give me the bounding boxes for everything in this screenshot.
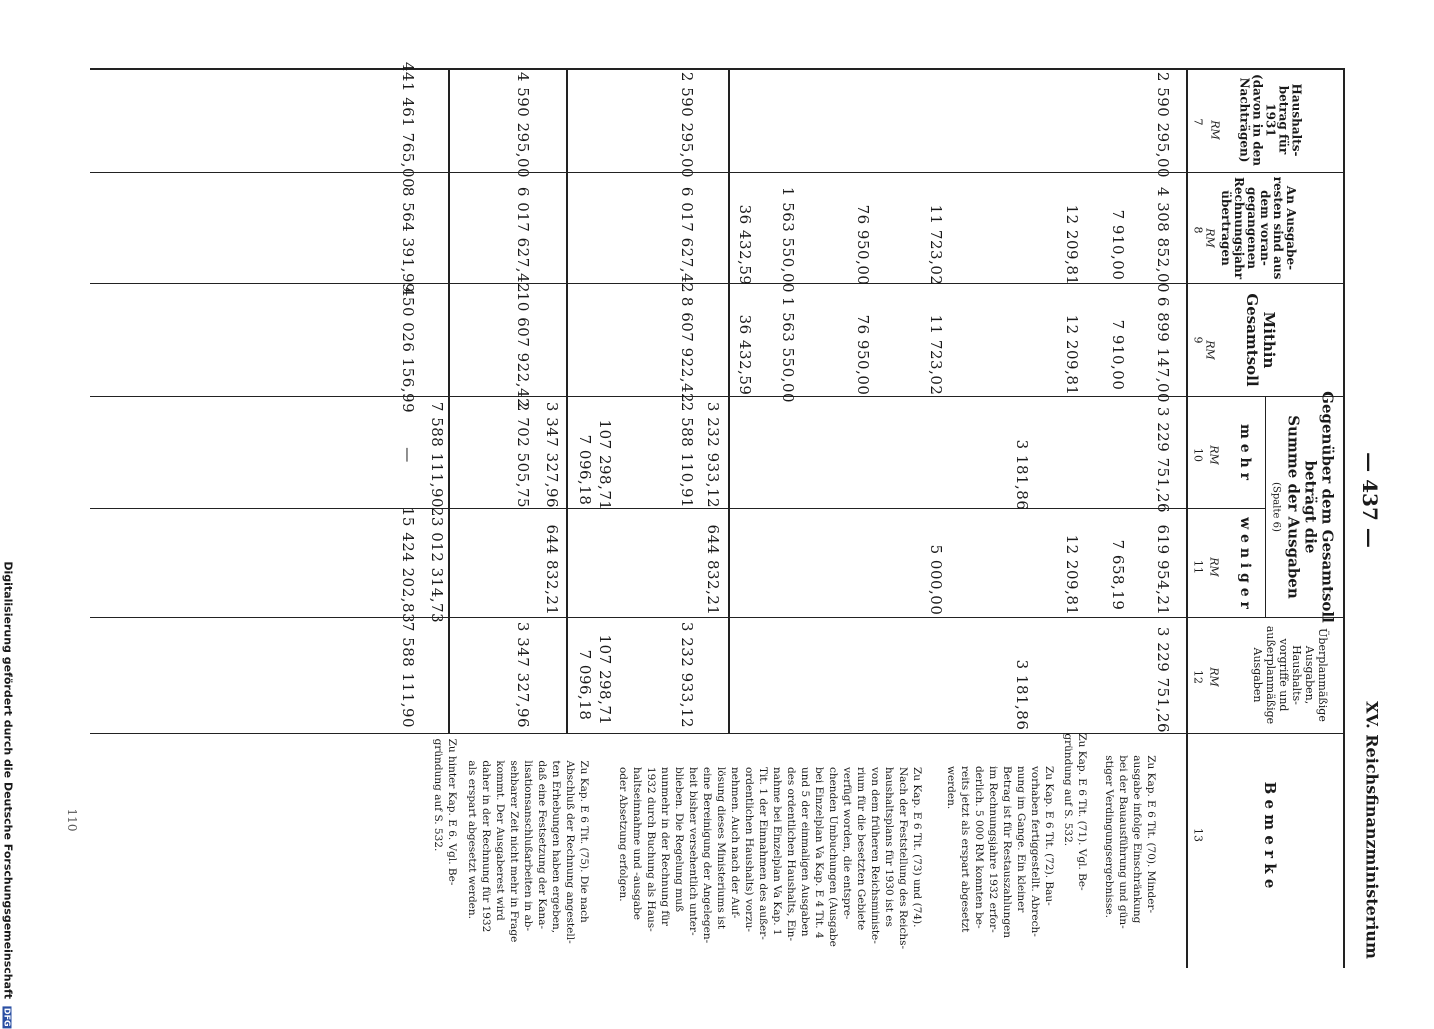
col-sep-12-13 (90, 733, 1345, 734)
remark-tit75: Zu Kap. E 6 Tit. (75). Die nach Abschluß der Rechnung angestell- ten Erhebungen haben ergeben, daß eine Festsetzung der Kana- lisationsanschlußarbeiten in ab- sehbarer Zeit nicht mehr in Frage kommt. Der Ausgaberest wird daher in der Rechnung für 1932 als erspart abgesetzt werden. (466, 760, 590, 944)
r14-c12: 7 588 111,90 (399, 621, 417, 729)
r2-c8: 7 910,00 (1109, 209, 1127, 281)
r8-c9: 36 432,59 (736, 314, 754, 396)
r14-c10: — (399, 447, 417, 463)
col11-unit: RM (1207, 557, 1221, 577)
table-rule-outer (1343, 68, 1345, 968)
r5-c8: 11 723,02 (927, 204, 945, 286)
r1-c12: 3 229 751,26 (1154, 626, 1172, 734)
page-number: — 437 — (1358, 452, 1382, 548)
row-sep-total (566, 68, 568, 733)
r13-c10: 7 588 111,90 (428, 401, 446, 509)
col11-header: w e n i g e r (1237, 517, 1253, 609)
col-sep-10-11 (90, 508, 1265, 509)
r12-c7: 4 590 295,00 (514, 71, 532, 179)
group-subheader: (Spalte 6) (1270, 482, 1282, 532)
r14-c9: 450 026 156,99 (399, 286, 417, 414)
header-rule (1186, 68, 1188, 968)
r10-c10a: 107 298,71 (596, 419, 614, 511)
col12-header: Überplanmäßige Ausgaben, Haushalts- vorgriffe und außerplanmäßige Ausgaben (1251, 625, 1329, 725)
r8-c10: 3 232 933,12 (704, 401, 722, 509)
r8-c8: 36 432,59 (736, 204, 754, 286)
page-mark: 110 (65, 808, 79, 832)
r9-c12: 3 232 933,12 (678, 621, 696, 729)
r9-c7: 2 590 295,00 (678, 71, 696, 179)
remark-hinter-kap: Zu hinter Kap. E 6. Vgl. Be- gründung auf S. 532. (432, 738, 458, 886)
r1-c7: 2 590 295,00 (1154, 71, 1172, 179)
table-rule-top (90, 68, 1345, 70)
col13-num: 13 (1191, 828, 1205, 842)
col10-num: 10 (1191, 448, 1205, 462)
remark-tit73-74: Zu Kap. E 6 Tit. (73) und (74). Nach der Feststellung des Reichs- haushaltsplans für 1930 ist es von dem früheren Reichsministe- rium für die besetzten Gebiete verfügt worden, die entspre- chenden Umbuchungen (Ausgabe bei Einzelplan Va Kap. E 4 Tit. 4 und 5 der einmaligen Ausgaben des ordentlichen Haushalts, Ein- nahme bei Einzelplan Va Kap. 1 Tit. 1 der Einnahmen des außer- ordentlichen Haushalts) vorzu- nehmen. Auch nach der Auf- lösung dieses Ministeriums ist eine Bereinigung der Angelegen- heit bisher versehentlich unter- blieben. Die Regelung muß nunmehr in der Rechnung für 1932 durch Buchung als Haus- haltseinnahme und -ausgabe oder Absetzung erfolgen. (617, 766, 923, 950)
remark-tit71: Zu Kap. E 6 Tit. (71). Vgl. Be- gründung auf S. 532. (1062, 733, 1088, 891)
r4-c12: 3 181,86 (1013, 659, 1031, 731)
col9-unit: RM (1203, 340, 1217, 360)
col7-header: Haushalts- betrag für 1931 (davon in den Nachträgen) (1237, 74, 1304, 166)
col7-unit: RM (1208, 120, 1222, 140)
r3-c9: 12 209,81 (1063, 314, 1081, 396)
col12-unit: RM (1207, 667, 1221, 687)
r3-c8: 12 209,81 (1063, 204, 1081, 286)
remark-tit70: Zu Kap. E 6 Tit. (70). Minder- ausgabe infolge Einschränkung bei der Bauausführung und gün- stiger Verdingungsergebnisse. (1103, 755, 1157, 929)
r9-c8: 6 017 627,42 (678, 186, 696, 294)
r1-c11: 619 954,21 (1154, 524, 1172, 616)
r14-c8: 8 564 391,99 (399, 186, 417, 294)
remark-tit72: Zu Kap. E 6 Tit. (72). Bau- vorhaben fertiggestellt. Abrech- nung im Gange. Ein kleiner Betrag ist für Restauszahlungen im Rechnungsjahre 1932 erfor- derlich. 5 000 RM konnten be- reits jetzt als erspart abgesetzt werden. (945, 765, 1055, 939)
r12-c10: 2 702 505,75 (514, 401, 532, 509)
r5-c9: 11 723,02 (927, 314, 945, 396)
r14-c7: 441 461 765,00 (399, 61, 417, 189)
r10-c10b: 7 096,18 (576, 434, 594, 506)
r6-c9: 76 950,00 (854, 314, 872, 396)
r2-c9: 7 910,00 (1109, 319, 1127, 391)
col13-header: B e m e r k e (1261, 781, 1279, 889)
col10-unit: RM (1207, 445, 1221, 465)
r9-c9: 8 607 922,42 (678, 296, 696, 404)
col11-num: 11 (1191, 560, 1205, 574)
r13-c11: 23 012 314,73 (428, 506, 446, 624)
r12-c9: 10 607 922,42 (514, 291, 532, 409)
r10-c12a: 107 298,71 (596, 634, 614, 726)
r8-c11: 644 832,21 (704, 524, 722, 616)
r12-c8: 6 017 627,42 (514, 186, 532, 294)
col9-num: 9 (1191, 336, 1205, 344)
r9-c10: 2 588 110,91 (678, 401, 696, 509)
col10-header: m e h r (1237, 424, 1253, 480)
r1-c8: 4 308 852,00 (1154, 186, 1172, 294)
r1-c10: 3 229 751,26 (1154, 406, 1172, 514)
col8-header: An Ausgabe- resten sind aus dem voran- gegangenen Rechnungsjahr übertragen (1219, 176, 1298, 280)
col-sep-11-12 (90, 617, 1345, 618)
r6-c8: 76 950,00 (854, 204, 872, 286)
r10-c12b: 7 096,18 (576, 649, 594, 721)
r4-c10: 3 181,86 (1013, 439, 1031, 511)
row-sep-subtotal (728, 68, 730, 733)
dfg-logo: DFG (2, 1007, 12, 1027)
funding-text: Digitalisierung gefördert durch die Deutsche Forschungsgemeinschaft (1, 561, 15, 1000)
r5-c11: 5 000,00 (927, 544, 945, 616)
r3-c11: 12 209,81 (1063, 534, 1081, 616)
r11-c10a: 3 347 327,96 (543, 401, 561, 509)
col7-num: 7 (1191, 118, 1205, 126)
r7-c8: 1 563 550,00 (779, 186, 797, 294)
funding-sidebar (2, 561, 15, 1028)
col8-unit: RM (1203, 228, 1217, 248)
row-sep-grand (448, 68, 450, 733)
r7-c9: 1 563 550,00 (779, 296, 797, 404)
r2-c11: 7 658,19 (1109, 539, 1127, 611)
r1-c9: 6 899 147,00 (1154, 296, 1172, 404)
r12-c12: 3 347 327,96 (514, 621, 532, 729)
col12-num: 12 (1191, 670, 1205, 684)
col8-num: 8 (1191, 226, 1205, 234)
group-rule (1265, 396, 1266, 618)
r14-c11: 15 424 202,83 (399, 506, 417, 624)
group-header: Gegenüber dem Gesamtsoll beträgt die Summe der Ausgaben (1284, 391, 1337, 623)
col9-header: Mithin Gesamtsoll (1243, 293, 1278, 387)
ministry-title: XV. Reichsfinanzministerium (1362, 701, 1382, 959)
r11-c11: 644 832,21 (543, 524, 561, 616)
